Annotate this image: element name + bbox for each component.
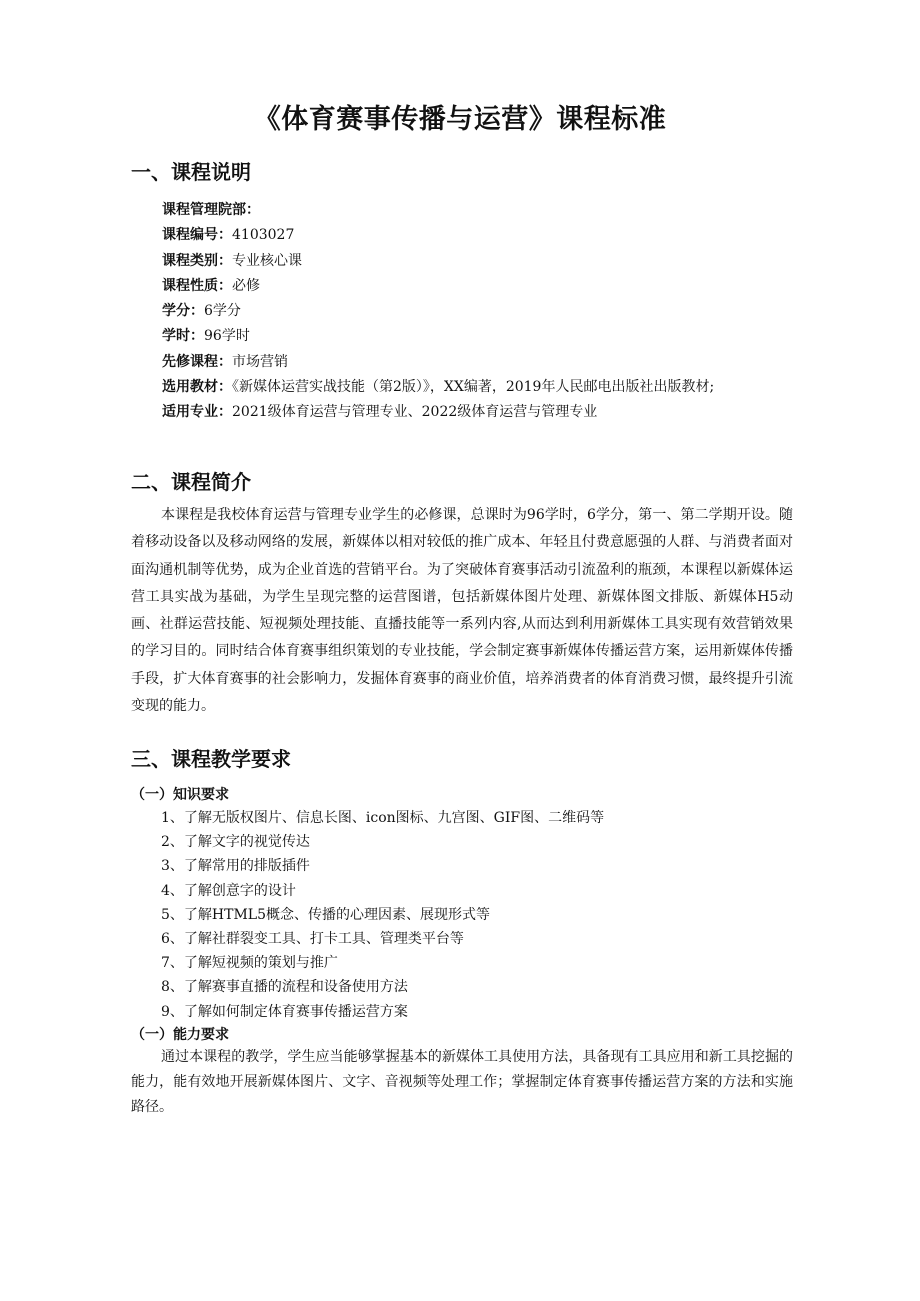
section-heading-course-overview: 二、课程简介 [131,470,251,494]
info-label: 先修课程： [162,353,232,370]
ability-requirements-paragraph: 通过本课程的教学，学生应当能够掌握基本的新媒体工具使用方法，具备现有工具应用和新工具挖掘的能力，能有效地开展新媒体图片、文字、音视频等处理工作；掌握制定体育赛事传播运营方案的方法和实施路径。 [131,1049,793,1115]
course-info-row [162,249,714,274]
info-value: 4103027 [232,227,295,244]
info-label: 课程编号： [162,227,232,244]
list-item: 3、了解常用的排版插件 [161,858,310,875]
list-item: 4、了解创意字的设计 [161,882,296,899]
list-item: 7、了解短视频的策划与推广 [161,955,338,972]
list-item: 6、了解社群裂变工具、打卡工具、管理类平台等 [161,930,464,947]
info-label: 学时： [162,328,204,345]
info-label: 课程管理院部： [162,202,260,218]
info-value: 《新媒体运营实战技能（第2版）》，XX编著，2019年人民邮电出版社出版教材; [232,379,715,396]
info-label: 学分： [162,303,204,320]
list-item: 5、了解HTML5概念、传播的心理因素、展现形式等 [161,906,490,923]
course-info-row [162,350,714,375]
info-value: 2021级体育运营与管理专业、2022级体育运营与管理专业 [232,404,598,421]
info-label: 选用教材： [162,379,232,396]
info-value: 必修 [232,277,260,294]
section-heading-course-description: 一、课程说明 [131,160,251,184]
info-label: 课程类别： [162,252,232,269]
course-info-row [162,324,714,349]
course-info-row [162,299,714,324]
course-overview-paragraph: 本课程是我校体育运营与管理专业学生的必修课，总课时为96学时，6学分，第一、第二学期开设。随着移动设备以及移动网络的发展，新媒体以相对较低的推广成本、年轻且付费意愿强的人群、与消费者面对面沟通机制等优势，成为企业首选的营销平台。为了突破体育赛事活动引流盈利的瓶颈，本课程以新媒体运营工具实战为基础，为学生呈现完整的运营图谱，包括新媒体图片处理、新媒体图文排版、新媒体H5动画、社群运营技能、短视频处理技能、直播技能等一系列内容,从而达到利用新媒体工具实现有效营销效果的学习目的。同时结合体育赛事组织策划的专业技能，学会制定赛事新媒体传播运营方案，运用新媒体传播手段，扩大体育赛事的社会影响力，发掘体育赛事的商业价值，培养消费者的体育消费习惯，最终提升引流变现的能力。 [131,507,793,715]
course-info-row [162,375,714,400]
course-info-row [162,274,714,299]
document-title: 《体育赛事传播与运营》课程标准 [253,104,667,135]
info-value: 专业核心课 [232,252,302,269]
subheading-knowledge-requirements: （一）知识要求 [131,787,229,803]
list-item: 8、了解赛事直播的流程和设备使用方法 [161,979,408,996]
info-value: 96学时 [204,328,250,345]
knowledge-requirements-list [161,806,604,1024]
info-label: 课程性质： [162,277,232,294]
list-item: 1、了解无版权图片、信息长图、icon图标、九宫图、GIF图、二维码等 [161,810,605,826]
course-info-row [162,198,714,223]
info-value: 市场营销 [232,353,288,370]
course-info-row [162,400,714,425]
subheading-ability-requirements: （一）能力要求 [131,1027,229,1043]
course-info-row [162,223,714,248]
course-info-list [162,198,714,426]
info-label: 适用专业： [162,404,232,421]
list-item: 9、了解如何制定体育赛事传播运营方案 [161,1003,408,1020]
list-item: 2、了解文字的视觉传达 [161,834,310,851]
info-value: 6学分 [204,303,241,320]
section-heading-teaching-requirements: 三、课程教学要求 [131,747,291,771]
